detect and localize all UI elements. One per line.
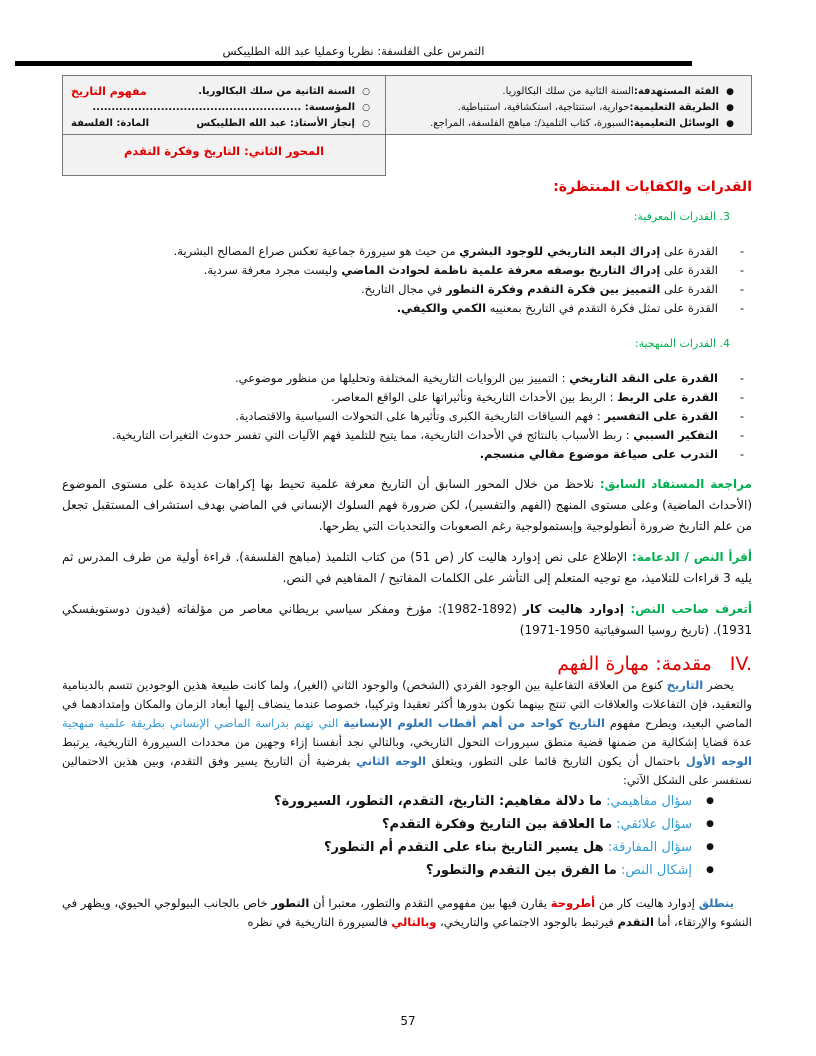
- text-segment: السبورة، كتاب التلميذ/: مباهج الفلسفة، المراجع.: [430, 118, 630, 129]
- list-item: [62, 299, 718, 318]
- text-segment: سؤال علائقي:: [612, 817, 692, 832]
- text-segment: التدرب على صياغة موضوع مقالي منسجم.: [479, 447, 718, 461]
- info-row: [394, 100, 741, 116]
- text-segment: التاريخ كواحد من أهم أقطاب العلوم الإنسانية: [343, 716, 605, 730]
- text-segment: التمييز بين فكرة التقدم وفكرة التطور: [445, 282, 661, 296]
- text-segment: القدرة على تمثل فكرة التقدم في التاريخ بمعنييه: [486, 301, 718, 315]
- text-segment: عدة قضايا إشكالية من ضمنها قضية منطق سيرورات التحول التاريخي، وبالتالي نجد أنفسنا إزاء وجهين من محددات السيرورة التاريخية، يرتبط: [62, 735, 752, 749]
- level-text: السنة الثانية من سلك البكالوريا.: [198, 86, 355, 97]
- text-segment: كنوع من العلاقة التفاعلية بين الوجود الفردي (الشخص) والوجود الثاني (الغير)، ولما كانت طبيعة هذين الوجودين تتسم بالدينامية والتعقيد، فإن التفاعلات والعلاقات التي تنتج بينهما تكون بدورها أكثر تعقيدا وتركيبا، خصوصا عندما ينضاف إليها أبعاد الزمان والمكان وإمتدادهما في الماضي البعيد، ويطرح مفهوم: [62, 678, 752, 730]
- text-segment: فالسيرورة التاريخية في نظره: [247, 915, 392, 929]
- text-segment: التقدم: [617, 915, 654, 929]
- text-segment: : الربط بين الأحداث التاريخية وتأثيراتها على الواقع المعاصر.: [331, 390, 618, 404]
- methodological-heading: 4. القدرات المنهجية:: [634, 337, 730, 350]
- header-rule: [15, 61, 692, 66]
- closing-paragraph: [62, 894, 752, 932]
- text-segment: الوجه الأول: [685, 754, 752, 768]
- text-segment: القدرة على التفسير: [604, 409, 718, 423]
- institution-row: [71, 100, 377, 116]
- bullet-icon: ●: [726, 87, 734, 97]
- text-segment: سؤال المفارقة:: [603, 840, 692, 855]
- text-segment: الإطلاع على نص إدوارد هاليت كار (ص 51) من كتاب التلميذ (مباهج الفلسفة). قراءة أولية من طرف المدرس ثم يليه 3 قراءات للتلاميذ، مع توجيه المتعلم إلى التأشر على الكلمات المفاتيح / المفاهيم في النص.: [62, 550, 752, 585]
- text-segment: أطروحة: [550, 896, 596, 910]
- text-segment: أتعرف صاحب النص:: [623, 602, 753, 616]
- subject-text: المادة: الفلسفة: [71, 118, 150, 129]
- text-segment: القدرة على: [660, 244, 718, 258]
- cognitive-heading: 3. القدرات المعرفية:: [633, 210, 730, 223]
- section-title: مقدمة: مهارة الفهم: [557, 653, 712, 675]
- level-row: [71, 84, 377, 100]
- text-segment: بفرضية أن التاريخ يسير وفق التقدم، وبين هذين الاحتمالين نستفسر على الشكل الآتي:: [62, 754, 752, 787]
- document-body: [62, 178, 752, 932]
- text-segment: الطريقة التعليمية:: [629, 102, 719, 113]
- text-segment: إدوارد هاليت كار من: [595, 896, 699, 910]
- text-segment: وبالتالي: [391, 915, 437, 929]
- text-segment: ينطلق: [698, 896, 734, 910]
- text-segment: إدوارد هاليت كار: [522, 602, 624, 616]
- question-item: [62, 859, 692, 882]
- text-segment: فيرتبط بالوجود الاجتماعي والتاريخي،: [436, 915, 618, 929]
- info-row: [394, 116, 741, 132]
- text-segment: ما الفرق بين التقدم والتطور؟: [425, 863, 617, 878]
- lesson-info-left-cell: [62, 75, 386, 135]
- page-number: 57: [400, 1014, 416, 1028]
- intro-paragraph: [62, 676, 752, 790]
- text-segment: التاريخ: [666, 678, 704, 692]
- circle-bullet-icon: ○: [362, 87, 370, 97]
- text-segment: السنة الثانية من سلك البكالوريا.: [502, 86, 634, 97]
- text-segment: وليست مجرد معرفة سردية.: [203, 263, 342, 277]
- list-item: [62, 445, 718, 464]
- question-item: [62, 790, 692, 813]
- list-item: [62, 242, 718, 261]
- text-segment: في مجال التاريخ.: [360, 282, 446, 296]
- list-item: [62, 369, 718, 388]
- text-segment: ما دلالة مفاهيم: التاريخ، التقدم، التطور، السيرورة؟: [274, 794, 603, 809]
- paragraph: [62, 599, 752, 641]
- text-segment: هل يسير التاريخ بناء على التقدم أم التطور؟: [323, 840, 604, 855]
- text-segment: التفكير السببي: [633, 428, 718, 442]
- text-segment: إشكال النص:: [616, 863, 692, 878]
- list-item: [62, 388, 718, 407]
- text-segment: أقرأ النص / الدعامة:: [627, 550, 752, 564]
- text-segment: القدرة على: [660, 263, 718, 277]
- institution-text: المؤسسة: .......................................................: [92, 102, 355, 113]
- text-segment: التطور: [271, 896, 310, 910]
- text-segment: خاص بالجانب البيولوجي الحيوي، ويظهر في النشوء والإرتقاء، أما: [62, 896, 752, 929]
- question-item: [62, 813, 692, 836]
- competencies-heading: القدرات والكفايات المنتظرة:: [553, 179, 752, 195]
- axis-cell: [62, 134, 386, 176]
- teacher-row: [71, 116, 377, 132]
- section-number: IV.: [729, 653, 752, 675]
- text-segment: القدرة على: [660, 282, 718, 296]
- intro-paragraphs: [62, 474, 752, 641]
- text-segment: باحتمال أن يكون التاريخ قائما على التطور، ويتعلق: [426, 754, 686, 768]
- circle-bullet-icon: ○: [362, 103, 370, 113]
- text-segment: القدرة على الربط: [617, 390, 718, 404]
- text-segment: (1892-1982): مؤرخ ومفكر سياسي بريطاني معاصر من مؤلفاته (فيدون دوستويفسكي 1931). (تاريخ روسيا السوفياتية 1950-1971): [62, 602, 752, 637]
- bullet-icon: ●: [726, 119, 734, 129]
- text-segment: حوارية، استنتاجية، استكشافية، استنباطية.: [457, 102, 630, 113]
- text-segment: إدراك البعد التاريخي للوجود البشري: [459, 244, 661, 258]
- text-segment: سؤال مفاهيمي:: [602, 794, 692, 809]
- text-segment: مراجعة المستفاد السابق:: [593, 477, 752, 491]
- text-segment: نلاحظ من خلال المحور السابق أن التاريخ معرفة علمية تحيط بها إكراهات عديدة على مستوى الموضوع (الأحداث الماضية) وعلى مستوى المنهج (الفهم والتفسير)، لكن ضرورة فهم السلوك الإنساني في الماضي بهدف استشراف المستقبل تجعل من علم التاريخ ضرورة أنطولوجية وإبستمولوجية رغم الصعوبات والتحديات التي يطرحها.: [62, 477, 752, 533]
- text-segment: ما العلاقة بين التاريخ وفكرة التقدم؟: [382, 817, 613, 832]
- axis-title: المحور الثاني: التاريخ وفكرة التقدم: [123, 144, 325, 158]
- text-segment: من حيث هو سيرورة جماعية تعكس صراع المصالح البشرية.: [173, 244, 460, 258]
- lesson-info-right-cell: [385, 75, 752, 135]
- text-segment: يحضر: [703, 678, 734, 692]
- concept-title: مفهوم التاريخ: [71, 85, 147, 98]
- paragraph: [62, 474, 752, 537]
- text-segment: الكمي والكيفي.: [396, 301, 487, 315]
- text-segment: : ربط الأسباب بالنتائج في الأحداث التاريخية، مما يتيح للتلميذ فهم الآليات التي تفسر حدوث التغيرات التاريخية.: [112, 428, 634, 442]
- info-row: [394, 84, 741, 100]
- circle-bullet-icon: ○: [362, 119, 370, 129]
- list-item: [62, 407, 718, 426]
- question-item: [62, 836, 692, 859]
- list-item: [62, 261, 718, 280]
- paragraph: [62, 547, 752, 589]
- running-header: التمرس على الفلسفة: نظريا وعمليا عبد الله الطليبكس: [222, 44, 485, 58]
- questions-list: [62, 790, 752, 882]
- text-segment: الوجه الثاني: [356, 754, 427, 768]
- text-segment: التي تهتم بدراسة الماضي الإنساني بطريقة علمية منهجية: [62, 716, 339, 730]
- teacher-text: إنجاز الأستاذ: عبد الله الطليبكس: [196, 118, 355, 129]
- section-iv-heading: [62, 655, 752, 674]
- methodological-list: [62, 369, 752, 464]
- list-item: [62, 426, 718, 445]
- list-item: [62, 280, 718, 299]
- text-segment: : فهم السياقات التاريخية الكبرى وتأثيرها على التحولات السياسية والاقتصادية.: [235, 409, 605, 423]
- text-segment: القدرة على النقد التاريخي: [569, 371, 718, 385]
- text-segment: يقارن فيها بين مفهومي التقدم والتطور، معتبرا أن: [309, 896, 551, 910]
- text-segment: الوسائل التعليمية:: [629, 118, 719, 129]
- lesson-info-table: [62, 75, 752, 176]
- cognitive-list: [62, 242, 752, 318]
- bullet-icon: ●: [726, 103, 734, 113]
- text-segment: إدراك التاريخ بوصفه معرفة علمية ناظمة لحوادث الماضي: [341, 263, 661, 277]
- text-segment: الفئة المستهدفة:: [633, 86, 719, 97]
- text-segment: : التمييز بين الروايات التاريخية المختلفة وتحليلها من منظور موضوعي.: [234, 371, 570, 385]
